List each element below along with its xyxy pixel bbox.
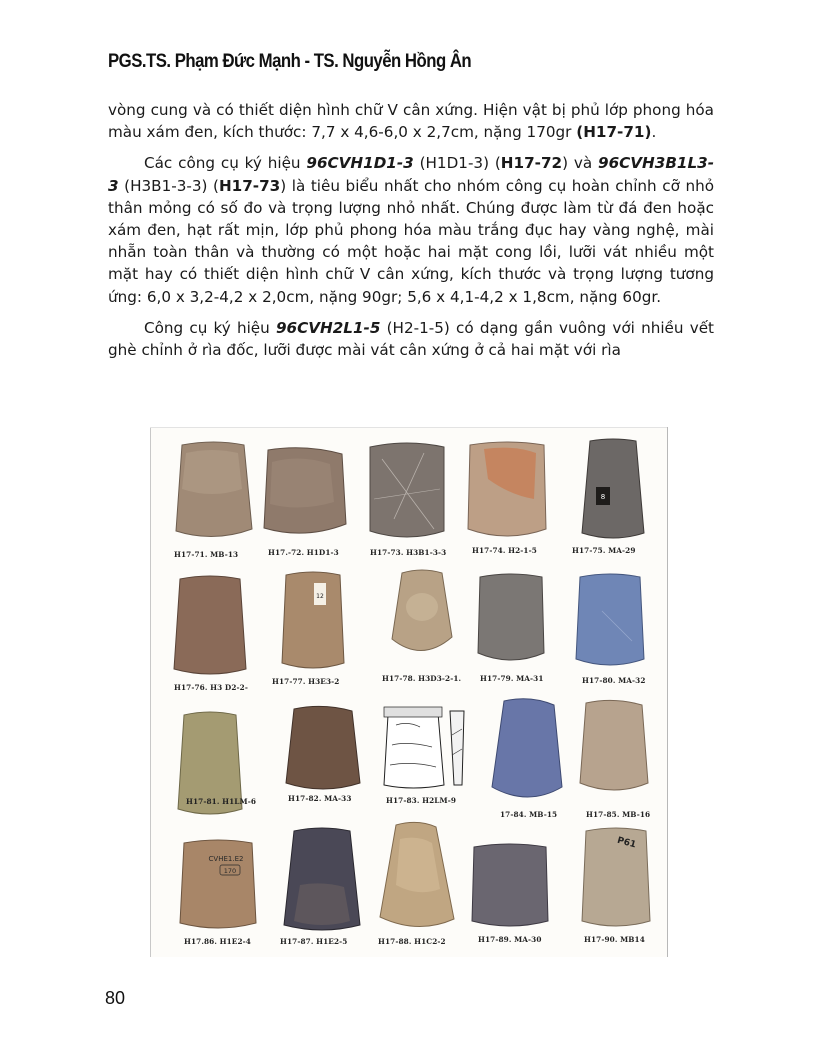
artifact-photo-h17-76 <box>170 573 250 679</box>
figure-caption: H17-88. H1C2-2 <box>378 937 446 946</box>
figure-caption: H17-81. H1LM-6 <box>186 797 256 806</box>
artifact-photo-h17-86 <box>176 837 260 933</box>
specimen-label: CVHE1.E2 <box>208 855 244 863</box>
artifact-photo-h17-87 <box>280 825 364 935</box>
specimen-label: 12 <box>316 593 324 600</box>
paragraph-2: Các công cụ ký hiệu 96CVH1D1-3 (H1D1-3) (H17-72) và 96CVH3B1L3-3 (H3B1-3-3) (H17-73) là tiêu biểu nhất cho nhóm công cụ hoàn chỉnh cỡ nhỏ thân mỏng có số đo và trọng lượng nhỏ nhất. Chúng được làm từ đá đen hoặc xám đen, hạt rất mịn, lớp phủ phong hóa màu trắng đục hay vàng nghệ, mài nhẵn toàn thân và thường có một hoặc hai mặt cong lồi, lưỡi vát nhiều một mặt hay có thiết diện hình chữ V cân xứng, kích thước và trọng lượng tương ứng: 6,0 x 3,2-4,2 x 2,0cm, nặng 90gr; 5,6 x 4,1-4,2 x 1,8cm, nặng 60gr. <box>108 154 715 306</box>
paragraph-1: vòng cung và có thiết diện hình chữ V cân xứng. Hiện vật bị phủ lớp phong hóa màu xám đen, kích thước: 7,7 x 4,6-6,0 x 2,7cm, nặng 170gr (H17-71). <box>108 101 714 142</box>
plate-border <box>667 427 668 957</box>
artifact-code: 96CVH2L1-5 <box>275 318 381 337</box>
artifact-photo-h17-88 <box>376 819 458 935</box>
artifact-photo-h17-74 <box>464 439 550 543</box>
figure-caption: H17.-72. H1D1-3 <box>268 548 339 557</box>
specimen-label: P61 <box>615 835 638 851</box>
figure-caption: H17-80. MA-32 <box>582 676 646 685</box>
artifact-photo-h17-79 <box>474 571 548 667</box>
artifact-code: 96CVH1D1-3 <box>306 154 414 173</box>
figure-caption: H17-83. H2LM-9 <box>386 796 456 805</box>
artifact-photo-h17-82 <box>282 703 364 795</box>
body-text <box>108 99 714 370</box>
artifact-photo-h17-85 <box>576 697 652 797</box>
figure-caption: H17-82. MA-33 <box>288 794 352 803</box>
artifact-photo-h17-89 <box>468 841 552 931</box>
figure-caption: H17-76. H3 D2-2- <box>174 683 248 692</box>
figure-ref: H17-73 <box>218 176 281 195</box>
paragraph-3: Công cụ ký hiệu 96CVH2L1-5 (H2-1-5) có dạng gần vuông với nhiều vết ghè chỉnh ở rìa đốc, lưỡi được mài vát cân xứng ở cả hai mặt với rìa <box>108 318 714 360</box>
figure-ref: H17-72 <box>500 154 563 173</box>
artifact-photo-plate <box>150 427 668 957</box>
figure-caption: H17-73. H3B1-3-3 <box>370 548 447 557</box>
artifact-photo-h17-78 <box>388 567 456 663</box>
figure-caption: H17-74. H2-1-5 <box>472 546 537 555</box>
specimen-label: 8 <box>600 493 606 501</box>
artifact-photo-h17-72 <box>260 442 350 542</box>
artifact-photo-h17-73 <box>364 439 450 543</box>
plate-border <box>150 427 668 428</box>
artifact-photo-h17-90 <box>578 825 654 931</box>
figure-caption: H17-89. MA-30 <box>478 935 542 944</box>
figure-caption: H17-78. H3D3-2-1. <box>382 674 462 683</box>
artifact-photo-h17-80 <box>572 571 648 671</box>
plate-border <box>150 427 151 957</box>
artifact-code: 96CVH3B1L3-3 <box>108 154 715 195</box>
artifact-photo-h17-84 <box>488 695 566 807</box>
artifact-photo-h17-75 <box>578 437 648 543</box>
figure-caption: H17-79. MA-31 <box>480 674 544 683</box>
artifact-drawing-h17-83 <box>378 705 478 795</box>
page-number: 80 <box>105 988 126 1008</box>
figure-caption: H17-85. MB-16 <box>586 810 651 819</box>
figure-caption: 17-84. MB-15 <box>500 810 558 819</box>
figure-caption: H17-87. H1E2-5 <box>280 937 348 946</box>
artifact-photo-h17-77 <box>278 569 348 673</box>
figure-caption: H17.86. H1E2-4 <box>184 937 251 946</box>
figure-caption: H17-71. MB-13 <box>174 550 239 559</box>
figure-caption: H17-77. H3E3-2 <box>272 677 340 686</box>
figure-caption: H17-75. MA-29 <box>572 546 636 555</box>
specimen-label: 170 <box>223 867 237 875</box>
running-header: PGS.TS. Phạm Đức Mạnh - TS. Nguyễn Hồng Ân <box>108 50 472 72</box>
artifact-photo-h17-71 <box>172 439 256 545</box>
figure-caption: H17-90. MB14 <box>584 935 645 944</box>
